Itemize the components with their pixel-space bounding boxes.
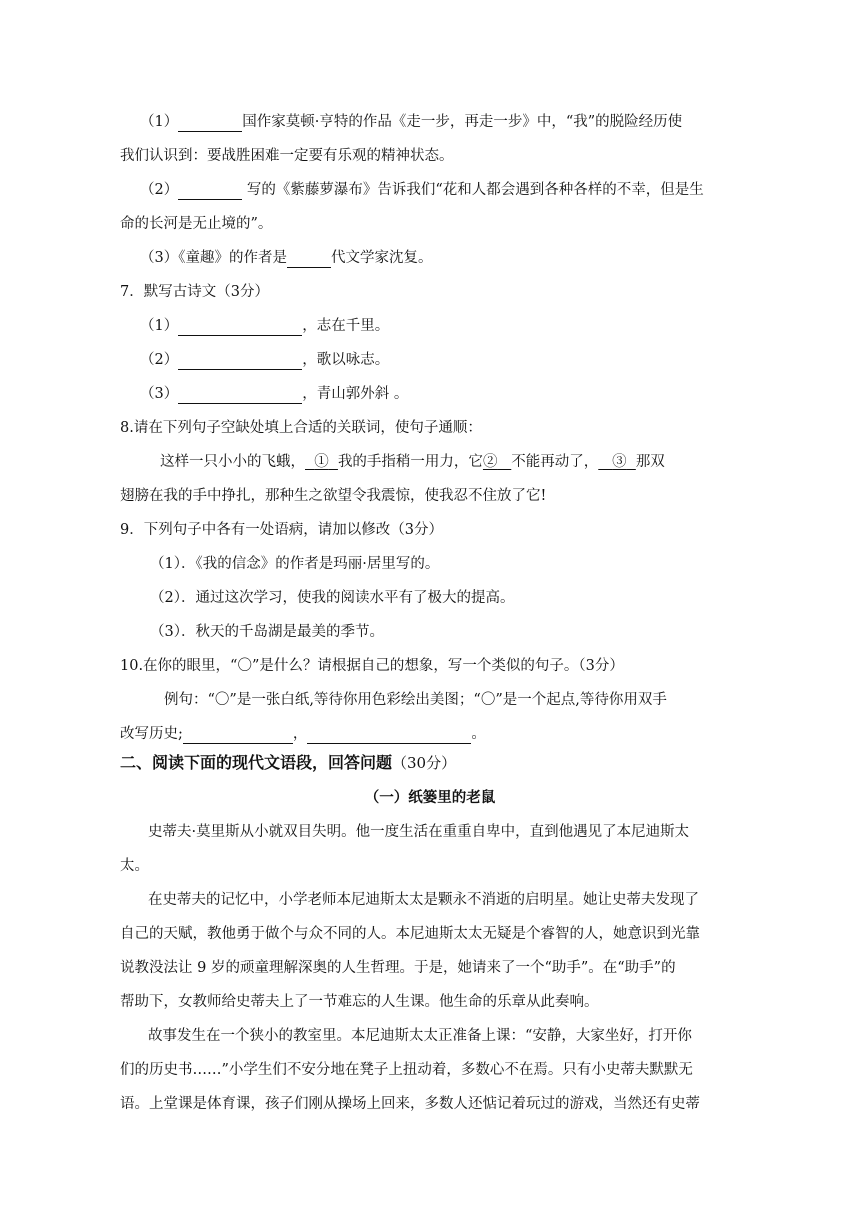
q8-blank-1[interactable]: [305, 454, 338, 470]
q7-line-2: [140, 350, 389, 370]
q6-item-2-text: 写的《紫藤萝瀑布》告诉我们“花和人都会遇到各种各样的不幸，但是生: [242, 182, 704, 198]
q7-line-1: [140, 316, 389, 336]
q8-part-3: 不能再动了，: [511, 454, 599, 470]
q8-blank-1-marker: ①: [314, 454, 329, 470]
q8-part-1: 这样一只小小的飞蛾，: [160, 454, 305, 470]
passage-line-1: 史蒂夫·莫里斯从小就双目失明。他一度生活在重重自卑中，直到他遇见了本尼迪斯太: [148, 824, 690, 840]
q7-title: 7．默写古诗文（3分）: [120, 284, 269, 300]
q6-item-3-pre: 《童趣》的作者是: [178, 250, 287, 266]
q10-answer-line: [120, 724, 486, 744]
q10-example: 例句：“〇”是一张白纸,等待你用色彩绘出美图；“〇”是一个起点,等待你用双手: [164, 692, 667, 708]
q9-item-3: （3）．秋天的千岛湖是最美的季节。: [150, 624, 384, 640]
q7-line-3: [140, 384, 408, 404]
answer-blank[interactable]: [178, 319, 302, 336]
q6-item-1: [140, 112, 682, 132]
q6-item-3: [140, 248, 432, 268]
q6-item-3-post: 代文学家沈复。: [330, 250, 433, 266]
section-2-score: （30分）: [392, 754, 457, 772]
q6-item-2: [140, 180, 704, 200]
section-2-heading: [120, 752, 456, 775]
q6-item-1-number: （1）: [140, 114, 179, 130]
passage-line-4: 自己的天赋，教他勇于做个与众不同的人。本尼迪斯太太无疑是个睿智的人，她意识到光靠: [120, 926, 700, 942]
q7-line-2-number: （2）: [140, 352, 179, 368]
q9-item-1: （1）．《我的信念》的作者是玛丽·居里写的。: [150, 556, 440, 572]
q6-item-1-text: 国作家莫顿·亨特的作品《走一步，再走一步》中，“我”的脱险经历使: [242, 114, 683, 130]
passage-title: （一）纸篓里的老鼠: [364, 789, 496, 806]
q8-part-4: 那双: [635, 454, 665, 470]
q10-comma: ，: [292, 726, 308, 742]
q8-title: 8.请在下列句子空缺处填上合适的关联词，使句子通顺：: [120, 420, 482, 436]
q8-blank-2[interactable]: [483, 454, 511, 470]
answer-blank[interactable]: [178, 387, 302, 404]
q8-blank-3-marker: ③: [612, 454, 627, 470]
answer-blank[interactable]: [287, 251, 331, 268]
q8-sentence: [160, 452, 665, 472]
q6-item-1-continuation: 我们认识到：要战胜困难一定要有乐观的精神状态。: [120, 148, 454, 164]
section-2-title: 二、阅读下面的现代文语段，回答问题: [120, 753, 393, 772]
q6-item-2-number: （2）: [140, 182, 179, 198]
passage-line-8: 们的历史书……”小学生们不安分地在凳子上扭动着，多数心不在焉。只有小史蒂夫默默无: [120, 1062, 693, 1078]
passage-line-6: 帮助下，女教师给史蒂夫上了一节难忘的人生课。他生命的乐章从此奏响。: [120, 994, 599, 1010]
q8-part-2: 我的手指稍一用力，它: [337, 454, 483, 470]
q8-blank-3[interactable]: [598, 454, 636, 470]
passage-line-3: 在史蒂夫的记忆中，小学老师本尼迪斯太太是颗永不消逝的启明星。她让史蒂夫发现了: [148, 892, 699, 908]
q10-end: 。: [471, 726, 486, 742]
q9-item-2: （2）．通过这次学习，使我的阅读水平有了极大的提高。: [150, 590, 515, 606]
q10-continuation: 改写历史;: [120, 726, 183, 742]
answer-blank[interactable]: [183, 727, 293, 744]
q6-item-2-continuation: 命的长河是无止境的”。: [120, 216, 273, 232]
answer-blank[interactable]: [178, 183, 242, 200]
q7-line-3-text: ，青山郭外斜 。: [302, 386, 409, 402]
q7-line-1-text: ，志在千里。: [302, 318, 390, 334]
passage-line-2: 太。: [120, 858, 149, 874]
q7-line-1-number: （1）: [140, 318, 179, 334]
q7-line-3-number: （3）: [140, 386, 179, 402]
passage-line-9: 语。上堂课是体育课，孩子们刚从操场上回来，多数人还惦记着玩过的游戏，当然还有史蒂: [120, 1096, 700, 1112]
answer-blank[interactable]: [307, 727, 471, 744]
answer-blank[interactable]: [178, 115, 242, 132]
q6-item-3-number: （3）: [140, 250, 179, 266]
q10-title: 10.在你的眼里，“〇”是什么？请根据自己的想象，写一个类似的句子。（3分）: [120, 658, 624, 674]
q9-title: 9．下列句子中各有一处语病，请加以修改（3分）: [120, 522, 443, 538]
q8-continuation: 翅膀在我的手中挣扎，那种生之欲望令我震惊，使我忍不住放了它!: [120, 488, 547, 504]
passage-line-7: 故事发生在一个狭小的教室里。本尼迪斯太太正准备上课：“安静，大家坐好，打开你: [148, 1028, 692, 1044]
q8-blank-2-marker: ②: [482, 454, 498, 470]
q7-line-2-text: ，歌以咏志。: [302, 352, 390, 368]
answer-blank[interactable]: [178, 353, 302, 370]
passage-line-5: 说教没法让 9 岁的顽童理解深奥的人生哲理。于是，她请来了一个“助手”。在“助手”的: [120, 960, 676, 976]
